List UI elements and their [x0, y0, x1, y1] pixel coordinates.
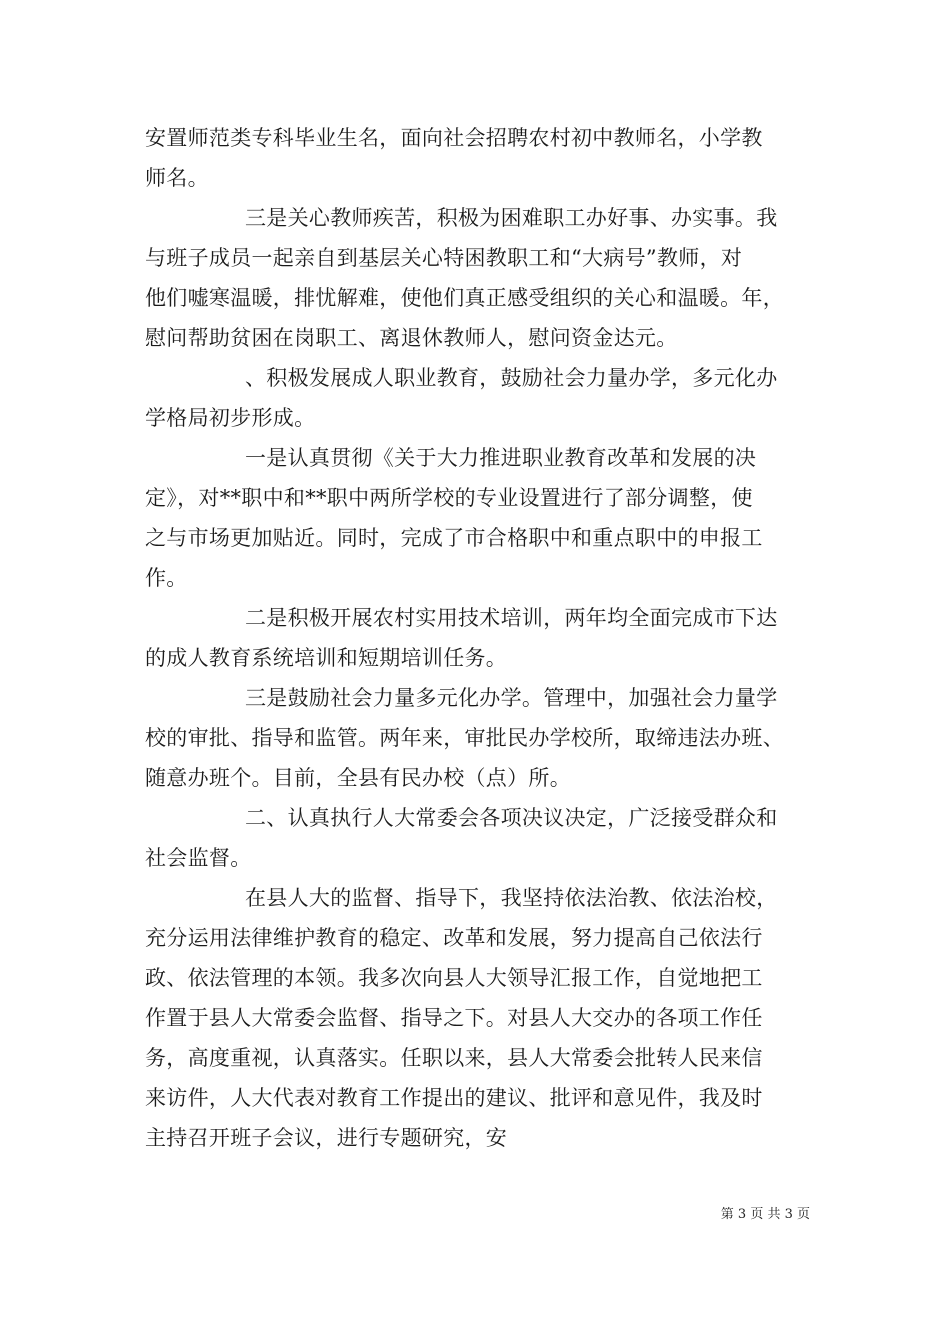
text-line: 安置师范类专科毕业生名，面向社会招聘农村初中教师名，小学教	[145, 126, 763, 150]
text-line: 随意办班个。目前，全县有民办校（点）所。	[145, 766, 571, 790]
text-line: 学格局初步形成。	[145, 406, 316, 430]
text-line: 在县人大的监督、指导下，我坚持依法治教、依法治校，	[245, 886, 778, 910]
text-line: 二是积极开展农村实用技术培训，两年均全面完成市下达	[245, 606, 778, 630]
body-text	[145, 118, 810, 1158]
text-line: 他们嘘寒温暖，排忧解难，使他们真正感受组织的关心和温暖。年，	[145, 286, 784, 310]
text-line: 来访件，人大代表对教育工作提出的建议、批评和意见件，我及时	[145, 1086, 763, 1110]
text-line: 充分运用法律维护教育的稳定、改革和发展，努力提高自己依法行	[145, 926, 763, 950]
page-number: 第 3 页 共 3 页	[720, 1207, 810, 1222]
text-line: 作置于县人大常委会监督、指导之下。对县人大交办的各项工作任	[145, 1006, 763, 1030]
text-line: 之与市场更加贴近。同时，完成了市合格职中和重点职中的申报工	[145, 526, 763, 550]
text-line: 作。	[145, 566, 188, 590]
text-line: 三是鼓励社会力量多元化办学。管理中，加强社会力量学	[245, 686, 778, 710]
text-line: 三是关心教师疾苦，积极为困难职工办好事、办实事。我	[245, 206, 778, 230]
text-line: 二、认真执行人大常委会各项决议决定，广泛接受群众和	[245, 806, 778, 830]
text-line: 校的审批、指导和监管。两年来，审批民办学校所，取缔违法办班、	[145, 726, 784, 750]
text-line: 师名。	[145, 166, 209, 190]
text-line: 务，高度重视，认真落实。任职以来，县人大常委会批转人民来信	[145, 1046, 763, 1070]
text-line: 主持召开班子会议，进行专题研究，安	[145, 1126, 508, 1150]
text-line: 一是认真贯彻《关于大力推进职业教育改革和发展的决	[245, 446, 757, 470]
text-line: 、积极发展成人职业教育，鼓励社会力量办学，多元化办	[245, 366, 778, 390]
text-line: 慰问帮助贫困在岗职工、离退休教师人，慰问资金达元。	[145, 326, 678, 350]
text-line: 政、依法管理的本领。我多次向县人大领导汇报工作，自觉地把工	[145, 966, 763, 990]
text-line: 与班子成员一起亲自到基层关心特困教职工和“大病号”教师，对	[145, 246, 743, 270]
text-line: 社会监督。	[145, 846, 252, 870]
text-line: 定》，对**职中和**职中两所学校的专业设置进行了部分调整，使	[145, 486, 753, 510]
text-line: 的成人教育系统培训和短期培训任务。	[145, 646, 508, 670]
